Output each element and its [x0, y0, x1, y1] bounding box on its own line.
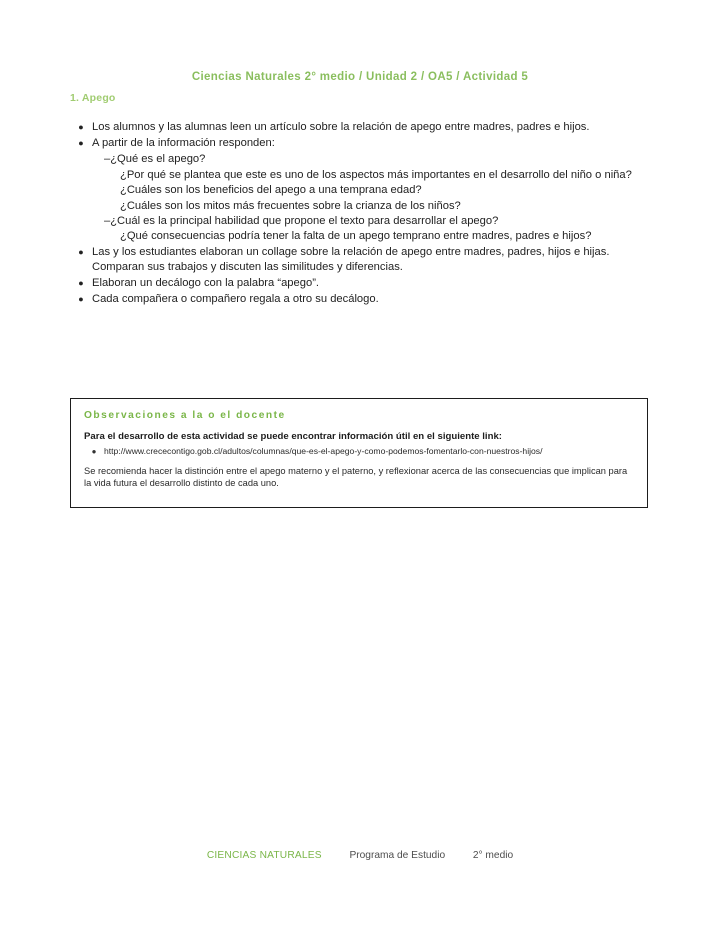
footer-program: Programa de Estudio — [349, 850, 446, 861]
activity-item — [70, 276, 660, 291]
activity-item-label: Elaboran un decálogo con la palabra “apego”. — [92, 277, 320, 290]
activity-item-label: Las y los estudiantes elaboran un collage sobre la relación de apego entre madres, padres, hijos e hijas. Comparan sus trabajos y discuten las similitudes y diferencias. — [92, 245, 610, 274]
bullet-icon: ● — [78, 122, 84, 132]
activity-item — [70, 120, 660, 135]
observations-box — [70, 398, 648, 508]
activity-item-label: Cada compañera o compañero regala a otro su decálogo. — [92, 293, 379, 306]
footer-level: 2° medio — [472, 850, 514, 861]
bullet-icon: ● — [78, 138, 84, 149]
question-item: ¿Cuáles son los mitos más frecuentes sobre la crianza de los niños? — [120, 199, 461, 212]
activity-item-label: A partir de la información responden: — [92, 137, 275, 150]
question-item: ¿Qué consecuencias podría tener la falta de un apego temprano entre madres, padres e hijos? — [120, 230, 592, 243]
question-item: –¿Qué es el apego? — [104, 153, 206, 166]
page-footer — [0, 850, 720, 861]
footer-subject: CIENCIAS NATURALES — [206, 850, 322, 861]
document-title: Ciencias Naturales 2° medio / Unidad 2 / OA5 / Actividad 5 — [191, 71, 529, 83]
bullet-icon: ● — [78, 246, 84, 257]
bullet-icon: ● — [78, 278, 84, 289]
activity-item — [70, 245, 660, 275]
question-item: ¿Cuáles son los beneficios del apego a una temprana edad? — [120, 184, 422, 197]
observations-heading: Observaciones a la o el docente — [84, 410, 286, 421]
activity-item-label: Los alumnos y las alumnas leen un artículo sobre la relación de apego entre madres, padres e hijos. — [92, 121, 590, 133]
activity-item — [70, 292, 660, 307]
resource-link[interactable]: http://www.crececontigo.gob.cl/adultos/columnas/que-es-el-apego-y-como-podemos-fomentarlo-con-nuestros-hijos/ — [104, 446, 543, 456]
question-item: –¿Cuál es la principal habilidad que propone el texto para desarrollar el apego? — [104, 215, 499, 228]
section-title: 1. Apego — [70, 92, 116, 104]
observations-link-row — [84, 446, 634, 459]
observations-lead-text: Para el desarrollo de esta actividad se puede encontrar información útil en el siguiente link: — [84, 431, 502, 442]
question-item: ¿Por qué se plantea que este es uno de los aspectos más importantes en el desarrollo del niño o niña? — [120, 168, 632, 181]
observations-note: Se recomienda hacer la distinción entre el apego materno y el paterno, y reflexionar acerca de las consecuencias que implican para la vida futura el desarrollo distinto de cada uno. — [84, 465, 628, 489]
question-list — [92, 152, 660, 244]
bullet-icon: ● — [91, 447, 97, 456]
activity-list — [70, 120, 660, 309]
activity-item — [70, 136, 660, 151]
bullet-icon: ● — [78, 294, 84, 305]
